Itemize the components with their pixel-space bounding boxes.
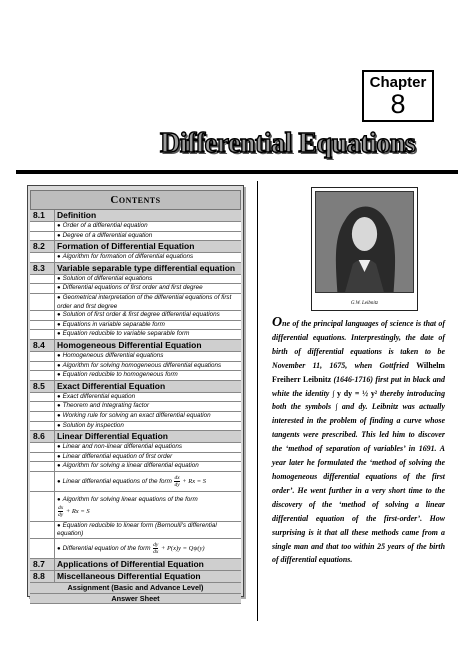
row-label: Working rule for solving an exact differential equation xyxy=(62,411,211,419)
topic-text xyxy=(55,362,241,371)
chapter-title-wrap xyxy=(160,128,440,168)
bullet-icon: ● xyxy=(57,546,61,553)
intro-symbol: ∫ xyxy=(335,402,338,412)
row-label: Algorithm for solving homogeneous differential equations xyxy=(62,361,222,369)
section-title xyxy=(55,559,241,570)
section-title xyxy=(55,241,241,252)
bullet-icon: ● xyxy=(57,496,61,503)
chapter-title: Differential Equations xyxy=(160,128,416,159)
contents-topic-row xyxy=(30,522,241,539)
topic-text xyxy=(55,402,241,411)
section-number xyxy=(30,275,55,284)
contents-topic-row xyxy=(30,362,241,372)
bullet-icon: ● xyxy=(57,453,61,460)
bullet-icon: ● xyxy=(57,275,61,282)
row-label: Solution of first order & first degree differential equations xyxy=(62,311,220,319)
section-number xyxy=(30,522,55,538)
bullet-icon: ● xyxy=(57,422,61,429)
section-number xyxy=(30,393,55,402)
fraction-numerator: dx xyxy=(174,474,180,481)
contents-topic-row xyxy=(30,492,241,522)
section-number: 8.6 xyxy=(30,431,55,442)
intro-name: Wilhelm Freiherr Leibnitz xyxy=(272,360,445,384)
topic-text xyxy=(55,330,241,339)
intro-text-5: and dy. Leibnitz was actually interested in the problem of finding a curve whose tangents were prescribed. This led him to discover the ‘method of separation of variables’ in xyxy=(272,402,445,454)
intro-number: 25 xyxy=(377,541,386,551)
bullet-icon: ● xyxy=(57,321,61,328)
intro-text-7: years of the birth of differential equations. xyxy=(272,541,445,565)
topic-text xyxy=(55,311,241,320)
contents-rows xyxy=(30,210,241,583)
formula xyxy=(57,504,90,518)
row-label: Equation reducible to variable separable form xyxy=(62,330,190,338)
section-number xyxy=(30,222,55,231)
bullet-icon: ● xyxy=(57,522,61,529)
contents-topic-row xyxy=(30,371,241,381)
contents-topic-row xyxy=(30,453,241,463)
section-number: 8.7 xyxy=(30,559,55,570)
contents-section-row xyxy=(30,431,241,443)
section-title xyxy=(55,210,241,221)
topic-text xyxy=(55,294,241,310)
row-label: Algorithm for formation of differential equations xyxy=(62,253,194,261)
formula xyxy=(150,542,205,556)
bullet-icon: ● xyxy=(57,412,61,419)
row-label: Theorem and Integrating factor xyxy=(62,402,150,410)
topic-text xyxy=(55,492,241,521)
row-label: Algorithm for solving linear equations of the form xyxy=(62,495,198,503)
leibnitz-portrait xyxy=(311,187,418,311)
topic-text xyxy=(55,352,241,361)
intro-year: 1691 xyxy=(418,444,435,454)
row-label: Linear differential equation of first order xyxy=(62,452,173,460)
formula-rest: + P(x)y = Qψ(y) xyxy=(160,545,205,553)
row-label: Equation reducible to homogeneous form xyxy=(62,371,178,379)
contents-answer-sheet: Answer Sheet xyxy=(30,594,241,605)
contents-topic-row xyxy=(30,422,241,432)
row-label: Exact Differential Equation xyxy=(57,380,166,391)
bullet-icon: ● xyxy=(57,331,61,338)
contents-topic-row xyxy=(30,275,241,285)
fraction-denominator: dy xyxy=(58,511,64,518)
topic-text xyxy=(55,222,241,231)
section-number xyxy=(30,539,55,558)
bullet-icon: ● xyxy=(57,254,61,261)
row-label: Linear Differential Equation xyxy=(57,431,168,442)
row-label: Equation reducible to linear form (Bernoulli's differential equation) xyxy=(57,521,217,538)
contents-topic-row xyxy=(30,232,241,242)
bullet-icon: ● xyxy=(57,223,61,229)
contents-section-row xyxy=(30,381,241,393)
bullet-icon: ● xyxy=(57,372,61,379)
contents-topic-row xyxy=(30,311,241,321)
bullet-icon: ● xyxy=(57,444,61,451)
contents-topic-row xyxy=(30,222,241,232)
section-number xyxy=(30,232,55,241)
row-label: Variable separable type differential equation xyxy=(57,262,236,273)
contents-topic-row xyxy=(30,393,241,403)
contents-section-row xyxy=(30,340,241,352)
bullet-icon: ● xyxy=(57,403,61,410)
row-label: Linear and non-linear differential equations xyxy=(62,443,182,451)
bullet-icon: ● xyxy=(57,352,61,359)
fraction xyxy=(153,542,158,555)
contents-topic-row xyxy=(30,284,241,294)
title-rule xyxy=(16,170,458,174)
bullet-icon: ● xyxy=(57,232,61,239)
contents-topic-row xyxy=(30,352,241,362)
section-title xyxy=(55,381,241,392)
section-number xyxy=(30,253,55,262)
contents-section-row xyxy=(30,210,241,222)
contents-box xyxy=(27,185,244,603)
topic-text xyxy=(55,422,241,431)
row-label: Algorithm for solving a linear differential equation xyxy=(62,462,199,470)
contents-topic-row xyxy=(30,402,241,412)
topic-text xyxy=(55,522,241,538)
contents-heading: Contents xyxy=(30,190,241,210)
section-number xyxy=(30,311,55,320)
section-title xyxy=(55,571,241,582)
topic-text xyxy=(55,412,241,421)
topic-text xyxy=(55,393,241,402)
topic-text xyxy=(55,253,241,262)
row-label: Degree of a differential equation xyxy=(62,231,153,239)
section-number xyxy=(30,422,55,431)
contents-topic-row xyxy=(30,321,241,331)
contents-section-row xyxy=(30,571,241,583)
contents-topic-row xyxy=(30,472,241,492)
contents-topic-row xyxy=(30,412,241,422)
row-label: Definition xyxy=(57,210,97,220)
section-number xyxy=(30,402,55,411)
row-label: Homogeneous differential equations xyxy=(62,351,164,359)
portrait-image xyxy=(315,191,414,293)
section-number xyxy=(30,362,55,371)
topic-text xyxy=(55,539,241,558)
topic-text xyxy=(55,284,241,293)
row-label: Solution of differential equations xyxy=(62,274,153,282)
bullet-icon: ● xyxy=(57,393,61,400)
section-number: 8.5 xyxy=(30,381,55,392)
topic-text xyxy=(55,462,241,471)
section-number: 8.2 xyxy=(30,241,55,252)
section-title xyxy=(55,431,241,442)
contents-section-row xyxy=(30,263,241,275)
intro-text-1: ne of the principal languages of science is that of differential equations. Interprestingly, the date of birth of differential equations is taken to be xyxy=(272,319,445,356)
intro-text-2: , when Gottfried xyxy=(345,360,417,370)
section-number xyxy=(30,371,55,380)
contents-topic-row xyxy=(30,443,241,453)
section-number: 8.3 xyxy=(30,263,55,274)
row-label: Formation of Differential Equation xyxy=(57,241,195,252)
contents-topic-row xyxy=(30,539,241,559)
bullet-icon: ● xyxy=(57,478,61,485)
contents-topic-row xyxy=(30,253,241,263)
drop-cap: O xyxy=(272,315,283,330)
fraction xyxy=(174,475,179,488)
contents-assignment: Assignment (Basic and Advance Level) xyxy=(30,583,241,594)
section-number xyxy=(30,321,55,330)
topic-text xyxy=(55,472,241,491)
row-label: Order of a differential equation xyxy=(62,222,148,229)
fraction-denominator: dy xyxy=(174,481,180,488)
row-label: Geometrical interpretation of the differential equations of first order and first degree xyxy=(57,293,232,310)
fraction-numerator: dy xyxy=(153,542,159,549)
section-number xyxy=(30,443,55,452)
portrait-caption: G.W. Leibnitz xyxy=(350,301,379,306)
chapter-badge xyxy=(362,70,434,122)
section-number xyxy=(30,330,55,339)
bullet-icon: ● xyxy=(57,285,61,292)
fraction-numerator: dx xyxy=(58,504,64,511)
formula-rest: + Rx = S xyxy=(65,507,90,515)
intro-years: (1646-1716) xyxy=(333,374,373,384)
section-number xyxy=(30,492,55,521)
column-divider xyxy=(257,181,258,621)
topic-text xyxy=(55,275,241,284)
section-number: 8.8 xyxy=(30,571,55,582)
formula xyxy=(172,474,207,488)
intro-paragraph xyxy=(272,316,445,567)
topic-text xyxy=(55,453,241,462)
contents-topic-row xyxy=(30,462,241,472)
row-label: Equations in variable separable form xyxy=(62,320,165,328)
row-label: Differential equations of first order and first degree xyxy=(62,284,203,292)
chapter-number: 8 xyxy=(390,89,406,119)
row-label: Differential equation of the form xyxy=(62,545,151,553)
topic-text xyxy=(55,443,241,452)
section-number xyxy=(30,284,55,293)
row-label: Exact differential equation xyxy=(62,392,136,400)
section-number xyxy=(30,462,55,471)
section-number xyxy=(30,352,55,361)
row-label: Homogeneous Differential Equation xyxy=(57,339,202,350)
intro-text-4: thereby introducing both the symbols xyxy=(272,388,446,412)
row-label: Applications of Differential Equation xyxy=(57,559,204,570)
contents-topic-row xyxy=(30,330,241,340)
section-number: 8.4 xyxy=(30,340,55,351)
intro-text-3: first put in black and white the identity xyxy=(272,374,446,398)
section-title xyxy=(55,340,241,351)
fraction xyxy=(58,505,63,518)
topic-text xyxy=(55,321,241,330)
formula-rest: + Rx = S xyxy=(182,477,207,485)
row-label: Solution by inspection xyxy=(62,421,124,429)
bullet-icon: ● xyxy=(57,362,61,369)
chapter-label: Chapter xyxy=(369,74,427,91)
contents-topic-row xyxy=(30,294,241,311)
contents-section-row xyxy=(30,559,241,571)
contents-section-row xyxy=(30,241,241,253)
topic-text xyxy=(55,371,241,380)
section-number xyxy=(30,294,55,310)
section-number: 8.1 xyxy=(30,210,55,221)
section-number xyxy=(30,472,55,491)
row-label: Linear differential equations of the form xyxy=(62,477,172,485)
fraction-denominator: dx xyxy=(153,549,159,556)
intro-date: November 11, 1675 xyxy=(272,360,346,370)
intro-text-6: . A year later he formulated the ‘method of solving the homogeneous differential equations of the first order’. He went further in a very short time to the discovery of the ‘method of solving a linear differential equation of the first-order’. How surprising is it that all these methods came from a single man and that too within xyxy=(272,444,445,551)
row-label: Miscellaneous Differential Equation xyxy=(57,571,201,582)
bullet-icon: ● xyxy=(57,463,61,470)
bullet-icon: ● xyxy=(57,312,61,319)
topic-text xyxy=(55,232,241,241)
section-number xyxy=(30,453,55,462)
intro-identity: ∫ y dy = ½ y² xyxy=(332,388,378,398)
section-title xyxy=(55,263,241,274)
section-number xyxy=(30,412,55,421)
bullet-icon: ● xyxy=(57,294,61,301)
